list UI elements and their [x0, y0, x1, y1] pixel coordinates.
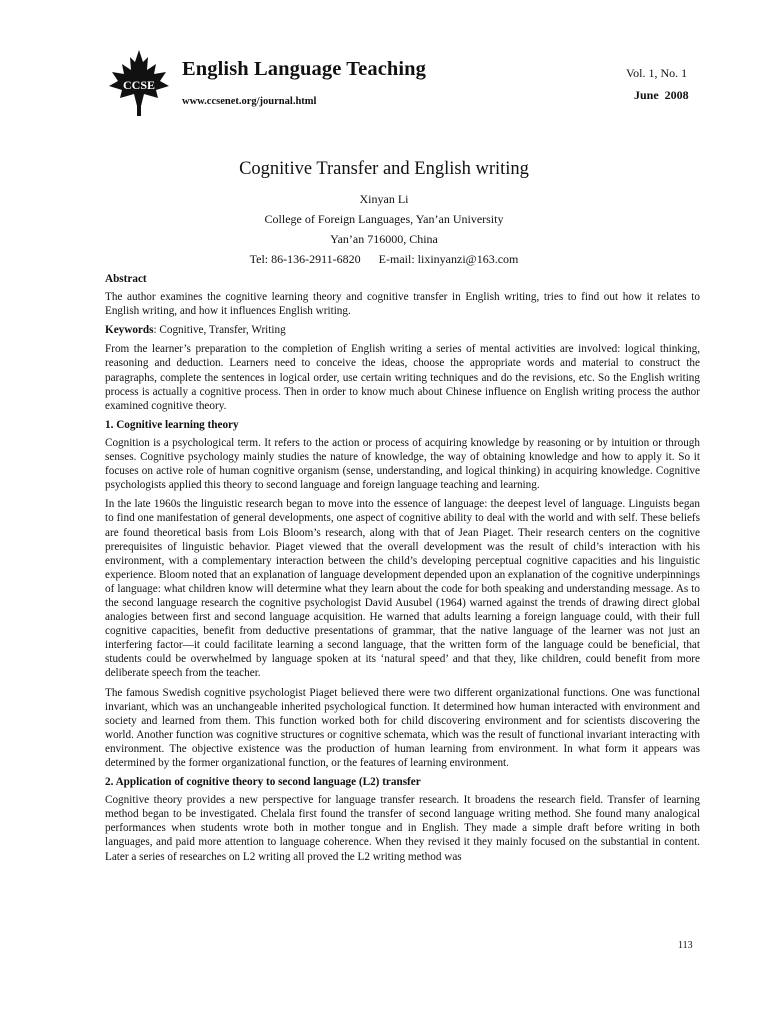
- section2-heading: 2. Application of cognitive theory to second language (L2) transfer: [105, 776, 421, 789]
- author-address: Yan’an 716000, China: [330, 232, 438, 246]
- journal-url: www.ccsenet.org/journal.html: [182, 96, 317, 107]
- keywords-line: [105, 323, 700, 337]
- volume-number: Vol. 1, No. 1: [626, 66, 688, 80]
- author-name: Xinyan Li: [359, 192, 409, 206]
- logo-text: CCSE: [122, 78, 156, 92]
- intro-paragraph: From the learner’s preparation to the completion of English writing a series of mental activities are involved: logical thinking, reasoning and deduction. Learners need to conceive the ideas, choose the appropriate words and material to construct the paragraphs, complete the sentences in logical order, use certain writing techniques and do the revisions, etc. So the English writing process is actually a cognitive process. Then in order to know much about Chinese influence on English writing process the author examined cognitive theory.: [105, 343, 700, 412]
- section1-paragraph-2: In the late 1960s the linguistic research began to move into the essence of language: the deepest level of language. Linguists began to find one manifestation of general developments, one aspect of cognitive ability to deal with the world and with self. These beliefs are found theoretical basis from Lois Bloom’s research, along with that of Jean Piaget. Their research centers on the cognitive prerequisites of linguistic behavior. Piaget viewed that the overall development was the result of child’s interaction with his environment, with a complementary interaction between the child’s developing perceptual cognitive capacities and his linguistic experience. Bloom noted that an explanation of language development depended upon an explanation of the cognitive underpinnings of language: what children know will determine what they learn about the code for both speaking and understanding message. As to the second language research the cognitive psychologist David Ausubel (1964) warned against the trends of drawing direct global analogies between first and second language acquisition. He warned that adults learning a foreign language could, with their full cognitive capacities, benefit from deductive presentations of grammar, that the native language of the learner was not just an interfering factor—it could facilitate learning a second language, that the written form of the language could be beneficial, that students could be overwhelmed by language spoken at its ‘natural speed’ and that they, like children, could benefit from more deliberate speech from the teacher.: [105, 498, 700, 680]
- section1-paragraph-1: Cognition is a psychological term. It refers to the action or process of acquiring knowledge by reasoning or by intuition or through senses. Cognitive psychology mainly studies the nature of knowledge, the way of obtaining knowledge and how to apply it. So it focuses on active role of human cognitive organism (sense, understanding, and logical thinking) in acquiring knowledge. Cognitive psychologists applied this theory to second language and foreign language teaching and learning.: [105, 436, 700, 492]
- abstract-text: The author examines the cognitive learning theory and cognitive transfer in English writing, tries to find out how it relates to English writing, and how it influences English writing.: [105, 291, 700, 318]
- author-contact: Tel: 86-136-2911-6820 E-mail: lixinyanzi@163.com: [249, 252, 519, 266]
- journal-name: English Language Teaching: [182, 58, 427, 80]
- keywords-label: Keywords: [105, 324, 154, 337]
- section1-heading: 1. Cognitive learning theory: [105, 418, 239, 431]
- page-number: 113: [678, 940, 693, 951]
- section1-paragraph-3: The famous Swedish cognitive psychologist Piaget believed there were two different organizational functions. One was functional invariant, which was an unchangeable inherited psychological function. It determined how human interacted with environment and society and learned from them. This function worked both for child discovering environment and for scientists discovering the world. Another function was cognitive structures or cognitive schemata, which was the result of functional invariant interacting with environment. The objective existence was the production of human learning from environment. In what form it appears was determined by the former organizational function, or the features of learning environment.: [105, 686, 700, 769]
- issue-date: June 2008: [634, 88, 689, 102]
- article-body: [105, 272, 700, 869]
- section2-paragraph-1: Cognitive theory provides a new perspective for language transfer research. It broadens the research field. Transfer of learning method began to be investigated. Chelala first found the transfer of second language writing method. She found many analogical performances when students wrote both in mother tongue and in English. They made a simple draft before writing in both languages, and paid more attention to language coherence. When they revised it they mainly focused on the substantial in content. Later a series of researches on L2 writing all proved the L2 writing method was: [105, 794, 700, 863]
- author-affiliation: College of Foreign Languages, Yan’an University: [264, 212, 504, 226]
- ccse-maple-leaf-logo: [106, 48, 172, 118]
- keywords-text: : Cognitive, Transfer, Writing: [153, 324, 286, 337]
- abstract-heading: Abstract: [105, 273, 147, 285]
- article-title: Cognitive Transfer and English writing: [239, 159, 529, 179]
